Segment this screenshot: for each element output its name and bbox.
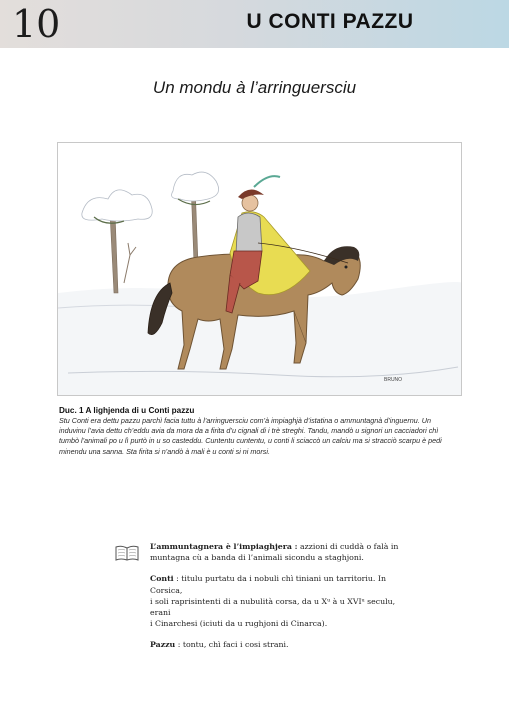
glossary-entry (150, 639, 400, 650)
illustration-signature: BRUNO (384, 377, 403, 383)
chapter-title: U CONTI PAZZU (246, 10, 414, 33)
document-text-line: Sta firita si n’andò à mali è u conti si ni morsi. (126, 446, 270, 456)
document-caption (59, 405, 459, 457)
document-text (59, 416, 459, 457)
glossary-entry (150, 573, 400, 629)
glossary-term: Conti (150, 574, 174, 584)
glossary-term: Pazzu (150, 640, 176, 650)
glossary-term: L’ammuntagnera è l’impiaghjera : (150, 542, 298, 551)
knight-on-horse-illustration (58, 143, 462, 396)
glossary-definition: i Cinarchesi (iciuti da u rughjoni di Cinarca). (150, 619, 328, 629)
glossary-definition: : titulu purtatu da i nobuli chì tiniani un tarritoriu. In Corsica, (150, 574, 386, 595)
snowy-tree-left (82, 190, 152, 293)
glossary-definition: i soli raprisintenti di a nubulità corsa, da u Xᵘ à u XVIᵘ seculu, erani (150, 596, 396, 618)
document-text-line: l’avia dettu ch’eddu avia da mora da a firita d’u cignali di i trè streghi. Tandu, mandò u signori un cacciadori chì tumbò l’animali (59, 426, 439, 446)
glossary-definition: muntagna cù a banda di l’animali sicondu a staghjoni. (150, 553, 364, 563)
section-title: Un mondu à l’arringuersciu (152, 78, 357, 97)
open-book-icon (115, 544, 139, 562)
document-text-line: po u lì purtò in u so casteddu. Cuntentu cuntentu, u conti li sciaccò un calciu ma si stracciò scarpu è pedi minendu una sanna. (59, 436, 442, 456)
illustration-frame (57, 142, 462, 396)
snowy-tree-right (172, 172, 219, 263)
glossary-definition: azzioni di cuddà o falà in (300, 542, 399, 551)
page-number: 10 (12, 2, 61, 46)
document-text-line: Stu Conti era dettu pazzu parchì facia tuttu à l’arringuersciu com’à impiaghjà d’istatina o ammuntagnà d’inguernu. Un induvinu (59, 416, 431, 436)
document-title: Duc. 1 A lighjenda di u Conti pazzu (59, 406, 195, 415)
glossary-entry (150, 541, 400, 563)
glossary (150, 541, 400, 661)
glossary-definition: : tontu, chì faci i cosi strani. (175, 640, 289, 650)
